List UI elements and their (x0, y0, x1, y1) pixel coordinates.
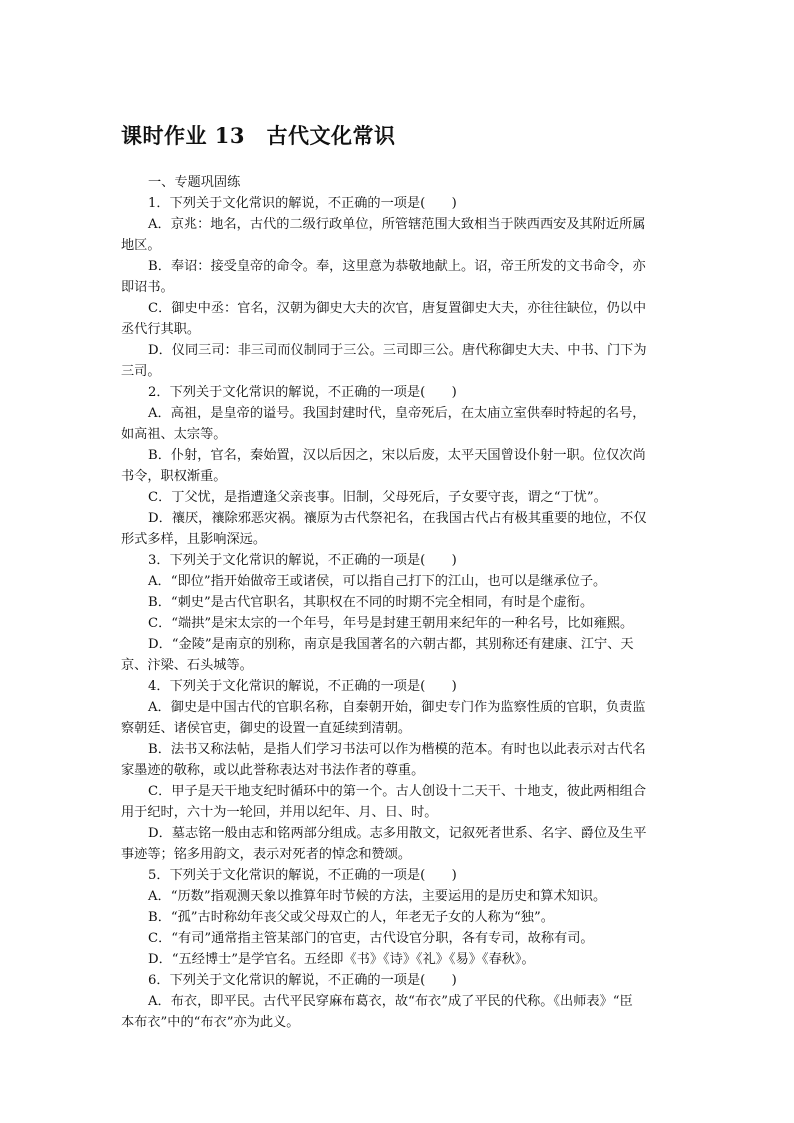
text-line: B．“刺史”是古代官职名，其职权在不同的时期不完全相同，有时是个虚衔。 (148, 595, 594, 610)
text-line: 3．下列关于文化常识的解说，不正确的一项是( ) (148, 553, 457, 568)
text-line: D．禳厌，禳除邪恶灾祸。禳原为古代祭祀名，在我国古代占有极其重要的地位，不仅 (148, 511, 647, 526)
text-line: B．仆射，官名，秦始置，汉以后因之，宋以后废，太平天国曾设仆射一职。位仅次尚 (148, 448, 646, 463)
text-line: 家墨迹的敬称，或以此誉称表达对书法作者的尊重。 (121, 763, 425, 778)
text-line: B．奉诏：接受皇帝的命令。奉，这里意为恭敬地献上。诏，帝王所发的文书命令，亦 (148, 259, 646, 274)
text-line: 三司。 (121, 364, 161, 379)
text-line: D．“金陵”是南京的别称，南京是我国著名的六朝古都，其别称还有建康、江宁、天 (148, 637, 634, 652)
text-line: 1．下列关于文化常识的解说，不正确的一项是( ) (148, 196, 457, 211)
text-line: 2．下列关于文化常识的解说，不正确的一项是( ) (148, 385, 457, 400)
text-line: A．“即位”指开始做帝王或诸侯，可以指自己打下的江山，也可以是继承位子。 (148, 574, 607, 589)
text-line: 事迹等；铭多用韵文，表示对死者的悼念和赞颂。 (121, 847, 412, 862)
text-line: B．法书又称法帖，是指人们学习书法可以作为楷模的范本。有时也以此表示对古代名 (148, 742, 646, 757)
page-title: 课时作业 13 古代文化常识 (121, 123, 396, 148)
text-line: 察朝廷、诸侯官吏，御史的设置一直延续到清朝。 (121, 721, 412, 736)
text-line: C．御史中丞：官名，汉朝为御史大夫的次官，唐复置御史大夫，亦往往缺位，仍以中 (148, 301, 647, 316)
text-line: 一、专题巩固练 (148, 175, 241, 190)
text-line: D．“五经博士”是学官名。五经即《书》《诗》《礼》《易》《春秋》。 (148, 952, 535, 967)
text-line: 京、汴梁、石头城等。 (121, 658, 253, 673)
text-line: 用于纪时，六十为一轮回，并用以纪年、月、日、时。 (121, 805, 438, 820)
text-line: A．御史是中国古代的官职名称，自秦朝开始，御史专门作为监察性质的官职，负责监 (148, 700, 646, 715)
document-body (121, 172, 681, 1033)
text-line: C．“端拱”是宋太宗的一个年号，年号是封建王朝用来纪年的一种名号，比如雍熙。 (148, 616, 634, 631)
text-line: 地区。 (121, 238, 161, 253)
text-line: 5．下列关于文化常识的解说，不正确的一项是( ) (148, 868, 457, 883)
text-line: A．“历数”指观测天象以推算年时节候的方法，主要运用的是历史和算术知识。 (148, 889, 607, 904)
text-line: B．“孤”古时称幼年丧父或父母双亡的人，年老无子女的人称为“独”。 (148, 910, 554, 925)
text-line: 形式多样，且影响深远。 (121, 532, 267, 547)
text-line: 丞代行其职。 (121, 322, 201, 337)
text-line: C．甲子是天干地支纪时循环中的第一个。古人创设十二天干、十地支，彼此两相组合 (148, 784, 647, 799)
text-line: D．仪同三司：非三司而仪制同于三公。三司即三公。唐代称御史大夫、中书、门下为 (148, 343, 647, 358)
text-line: D．墓志铭一般由志和铭两部分组成。志多用散文，记叙死者世系、名字、爵位及生平 (148, 826, 647, 841)
text-line: A．京兆：地名，古代的二级行政单位，所管辖范围大致相当于陕西西安及其附近所属 (148, 217, 646, 232)
text-line: 6．下列关于文化常识的解说，不正确的一项是( ) (148, 973, 457, 988)
text-line: A．高祖，是皇帝的谥号。我国封建时代，皇帝死后，在太庙立室供奉时特起的名号， (148, 406, 646, 421)
text-line: 书令，职权渐重。 (121, 469, 227, 484)
text-line: 4．下列关于文化常识的解说，不正确的一项是( ) (148, 679, 457, 694)
text-line: C．丁父忧，是指遭逢父亲丧事。旧制，父母死后，子女要守丧，谓之“丁忧”。 (148, 490, 607, 505)
text-line: 即诏书。 (121, 280, 174, 295)
text-line: 本布衣”中的“布衣”亦为此义。 (121, 1015, 300, 1030)
text-line: A．布衣，即平民。古代平民穿麻布葛衣，故“布衣”成了平民的代称。《出师表》“臣 (148, 994, 633, 1009)
text-line: C．“有司”通常指主管某部门的官吏，古代设官分职，各有专司，故称有司。 (148, 931, 594, 946)
text-line: 如高祖、太宗等。 (121, 427, 227, 442)
